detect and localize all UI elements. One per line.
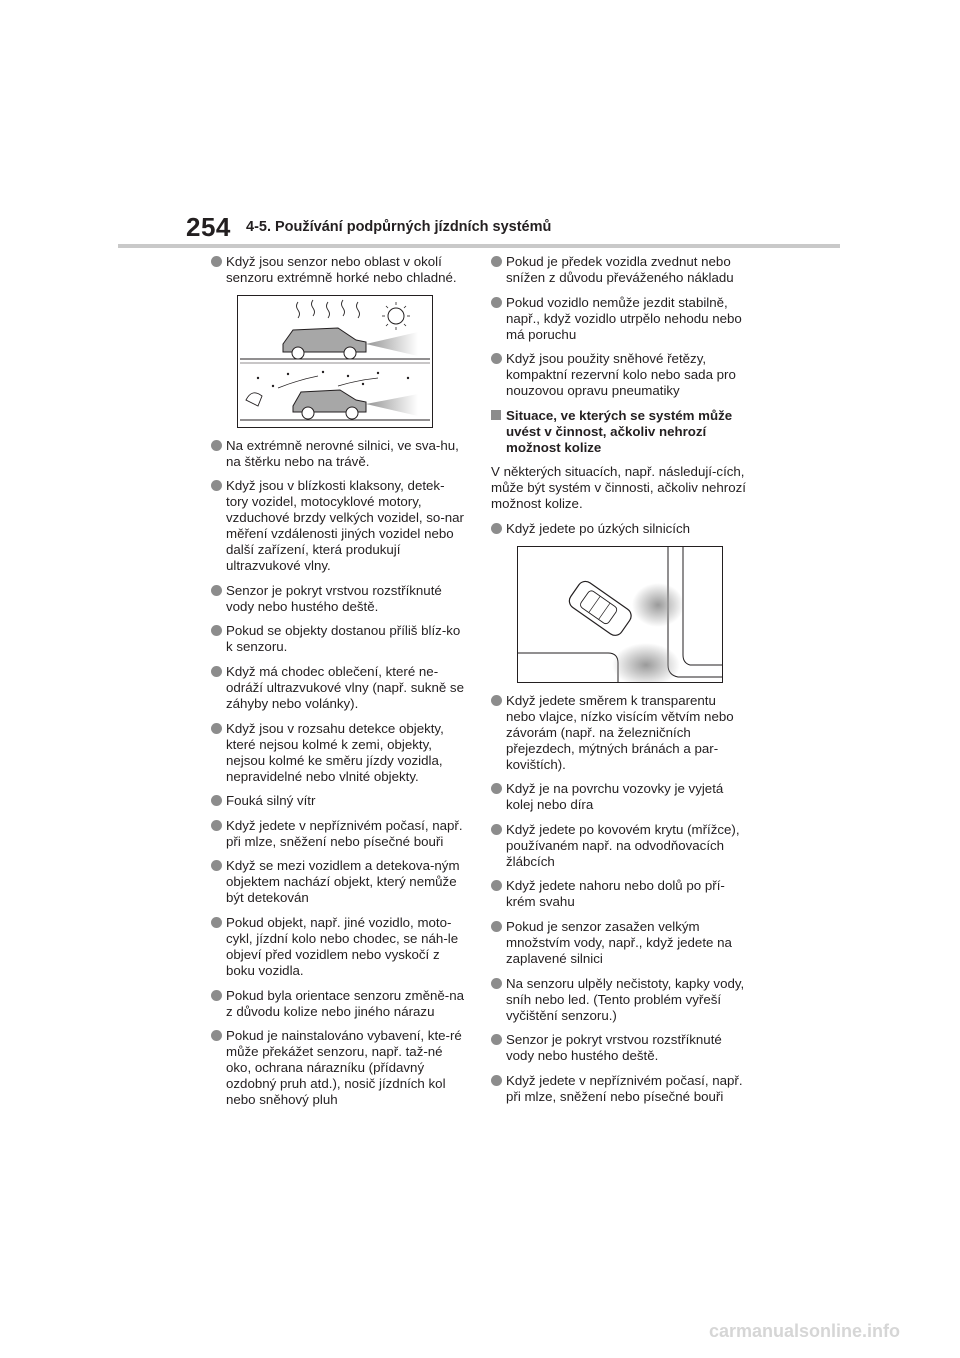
bullet-icon xyxy=(211,795,222,806)
list-item: Pokud je nainstalováno vybavení, kte-ré může překážet senzoru, např. taž-né oko, ochrana nárazníku (přídavný ozdobný pruh atd.), nosič jízdních kol nebo sněhový pluh xyxy=(211,1028,466,1108)
list-item: Pokud vozidlo nemůže jezdit stabilně, např., když vozidlo utrpělo nehodu nebo má poruchu xyxy=(491,295,746,343)
list-item: Když jedete směrem k transparentu nebo vlajce, nízko visícím větvím nebo závorám (např. na železničních přejezdech, mýtných bránách a par-kovištích). xyxy=(491,693,746,773)
list-item: Když jsou v rozsahu detekce objekty, které nejsou kolmé k zemi, objekty, nejsou kolmé ke směru jízdy vozidla, nepravidelné nebo vlnité objekty. xyxy=(211,721,466,785)
bullet-icon xyxy=(491,1034,502,1045)
list-item: Když jedete po úzkých silnicích xyxy=(491,521,746,537)
bullet-icon xyxy=(491,978,502,989)
list-item: Senzor je pokryt vrstvou rozstříknuté vody nebo hustého deště. xyxy=(491,1032,746,1064)
bullet-icon xyxy=(211,860,222,871)
list-item: Na extrémně nerovné silnici, ve sva-hu, na štěrku nebo na trávě. xyxy=(211,438,466,470)
bullet-icon xyxy=(491,880,502,891)
narrow-road-illustration xyxy=(518,547,722,682)
list-item: Když jedete po kovovém krytu (mřížce), používaném např. na odvodňovacích žlábcích xyxy=(491,822,746,870)
left-column xyxy=(211,254,466,1117)
figure-narrow-road xyxy=(517,546,723,683)
bullet-icon xyxy=(491,783,502,794)
list-item: Když jedete nahoru nebo dolů po pří-krém svahu xyxy=(491,878,746,910)
list-item: Na senzoru ulpěly nečistoty, kapky vody, sníh nebo led. (Tento problém vyřeší vyčištění senzoru.) xyxy=(491,976,746,1024)
list-item: Když je na povrchu vozovky je vyjetá kolej nebo díra xyxy=(491,781,746,813)
bullet-icon xyxy=(211,666,222,677)
bullet-icon xyxy=(491,523,502,534)
bullet-icon xyxy=(211,820,222,831)
figure-hot-cold-sensor xyxy=(237,295,433,428)
list-item: Když má chodec oblečení, které ne-odráží ultrazvukové vlny (např. sukně se záhyby nebo volánky). xyxy=(211,664,466,712)
list-item: Pokud byla orientace senzoru změně-na z důvodu kolize nebo jiného nárazu xyxy=(211,988,466,1020)
bullet-icon xyxy=(491,297,502,308)
bullet-icon xyxy=(491,824,502,835)
bullet-icon xyxy=(211,480,222,491)
bullet-icon xyxy=(211,990,222,1001)
bullet-icon xyxy=(491,256,502,267)
list-item: Senzor je pokryt vrstvou rozstříknuté vody nebo hustého deště. xyxy=(211,583,466,615)
list-item: Když jsou použity sněhové řetězy, kompaktní rezervní kolo nebo sada pro nouzovou opravu pneumatiky xyxy=(491,351,746,399)
hot-cold-illustration xyxy=(238,296,432,427)
list-item: Když jedete v nepříznivém počasí, např. při mlze, sněžení nebo písečné bouři xyxy=(211,818,466,850)
section-title: 4-5. Používání podpůrných jízdních systémů xyxy=(246,219,552,235)
header-rule xyxy=(118,244,840,248)
list-item: Pokud se objekty dostanou příliš blíz-ko k senzoru. xyxy=(211,623,466,655)
bullet-icon xyxy=(491,353,502,364)
right-column xyxy=(491,254,746,1113)
bullet-icon xyxy=(211,440,222,451)
section-heading: Situace, ve kterých se systém může uvést v činnost, ačkoliv nehrozí možnost kolize xyxy=(491,408,746,456)
bullet-icon xyxy=(491,1075,502,1086)
watermark: carmanualsonline.info xyxy=(708,1321,900,1341)
bullet-icon xyxy=(211,625,222,636)
list-item: Pokud je předek vozidla zvednut nebo snížen z důvodu převáženého nákladu xyxy=(491,254,746,286)
bullet-icon xyxy=(491,921,502,932)
list-item: Fouká silný vítr xyxy=(211,793,466,809)
square-bullet-icon xyxy=(491,410,501,420)
bullet-icon xyxy=(211,1030,222,1041)
list-item: Když se mezi vozidlem a detekova-ným objektem nachází objekt, který nemůže být detekován xyxy=(211,858,466,906)
bullet-icon xyxy=(211,723,222,734)
bullet-icon xyxy=(211,256,222,267)
list-item: Pokud je senzor zasažen velkým množstvím vody, např., když jedete na zaplavené silnici xyxy=(491,919,746,967)
bullet-icon xyxy=(211,917,222,928)
bullet-icon xyxy=(491,695,502,706)
list-item: Pokud objekt, např. jiné vozidlo, moto-cykl, jízdní kolo nebo chodec, se náh-le objeví před vozidlem nebo vyskočí z boku vozidla. xyxy=(211,915,466,979)
list-item: Když jsou v blízkosti klaksony, detek-tory vozidel, motocyklové motory, vzduchové brzdy velkých vozidel, so-nar měření vzdálenosti jiných vozidel nebo další zařízení, která produkují ultrazvukové vlny. xyxy=(211,478,466,574)
page-number: 254 xyxy=(186,212,231,242)
list-item: Když jsou senzor nebo oblast v okolí senzoru extrémně horké nebo chladné. xyxy=(211,254,466,286)
bullet-icon xyxy=(211,585,222,596)
list-item: Když jedete v nepříznivém počasí, např. při mlze, sněžení nebo písečné bouři xyxy=(491,1073,746,1105)
intro-paragraph: V některých situacích, např. následují-cích, může být systém v činnosti, ačkoliv nehrozí možnost kolize. xyxy=(491,464,746,512)
